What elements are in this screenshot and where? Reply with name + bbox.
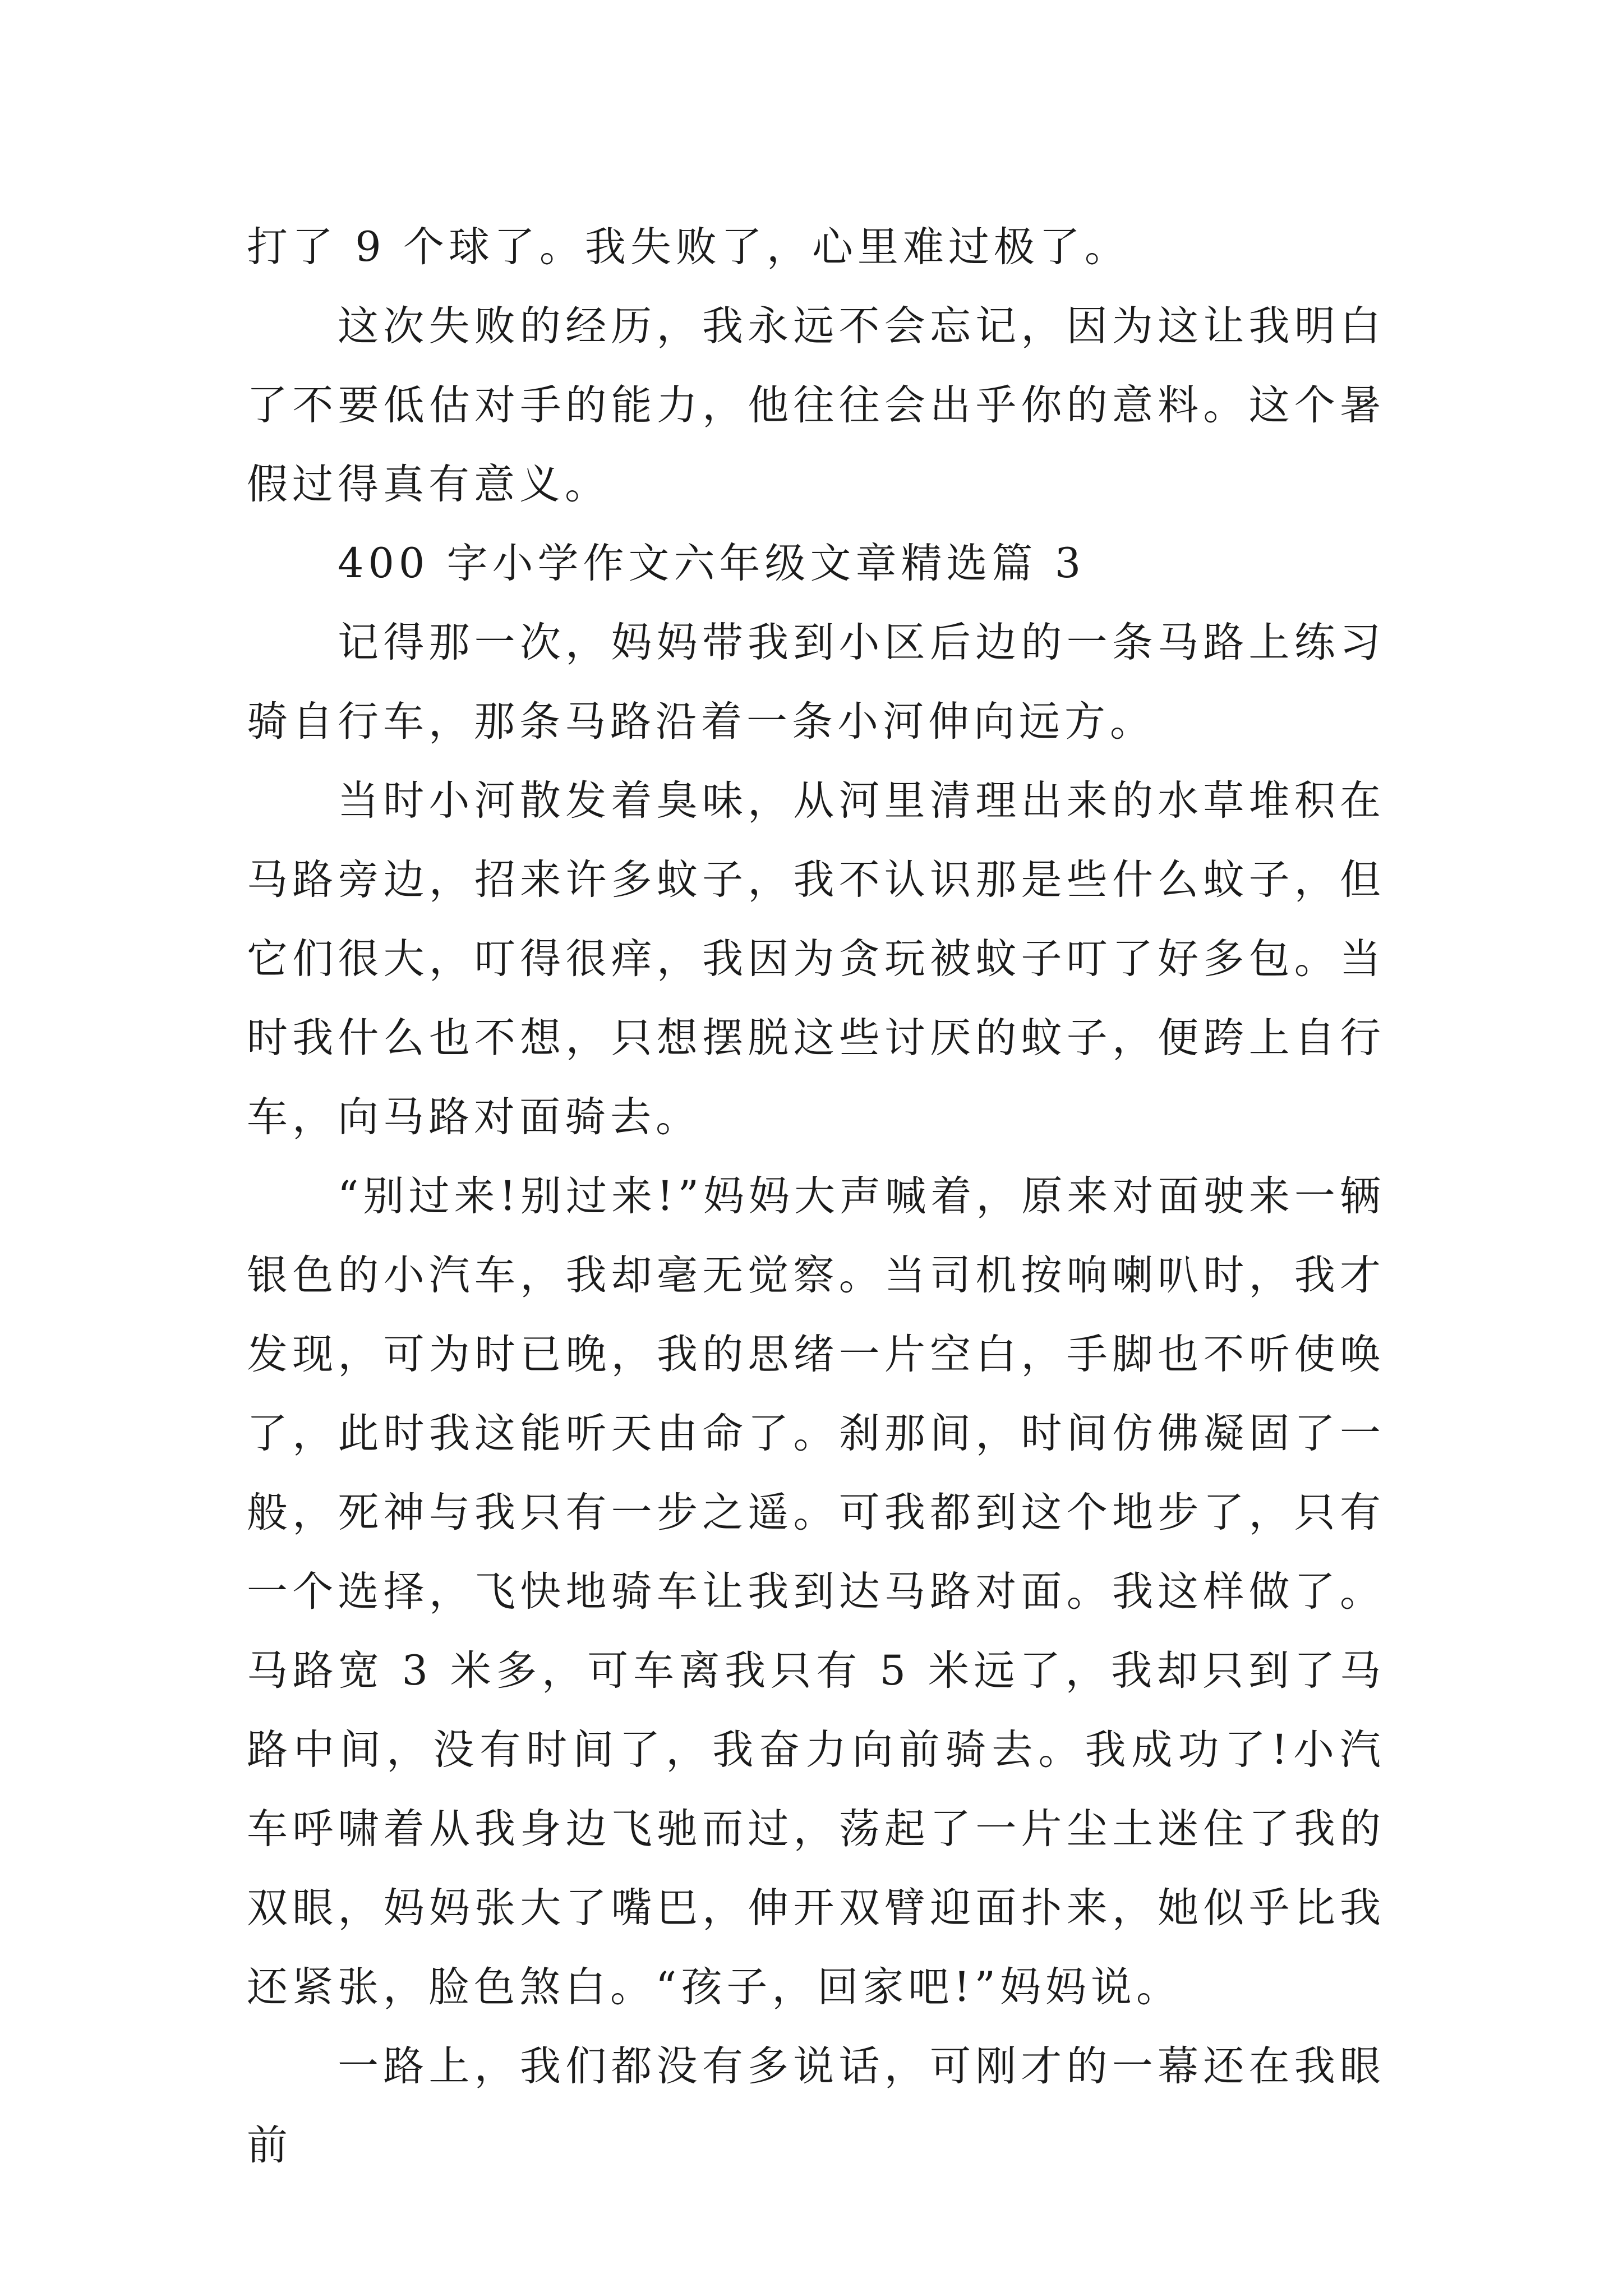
paragraph-6: 一路上，我们都没有多说话，可刚才的一幕还在我眼前 — [247, 2042, 1385, 2169]
paragraph-2: 这次失败的经历，我永远不会忘记，因为这让我明白了不要低估对手的能力，他往往会出乎你的意料。这个暑假过得真有意义。 — [247, 302, 1385, 508]
paragraph-5: “别过来!别过来!”妈妈大声喊着，原来对面驶来一辆银色的小汽车，我却毫无觉察。当司机按响喇叭时，我才发现，可为时已晚，我的思绪一片空白，手脚也不听使唤了，此时我这能听天由命了。刹那间，时间仿佛凝固了一般，死神与我只有一步之遥。可我都到这个地步了，只有一个选择，飞快地骑车让我到达马路对面。我这样做了。马路宽 3 米多，可车离我只有 5 米远了，我却只到了马路中间，没有时间了，我奋力向前骑去。我成功了!小汽车呼啸着从我身边飞驰而过，荡起了一片尘土迷住了我的双眼，妈妈张大了嘴巴，伸开双臂迎面扑来，她似乎比我还紧张，脸色煞白。“孩子，回家吧!”妈妈说。 — [247, 1172, 1385, 2011]
section-heading: 400 字小学作文六年级文章精选篇 3 — [338, 540, 1086, 587]
paragraph-3: 记得那一次，妈妈带我到小区后边的一条马路上练习骑自行车，那条马路沿着一条小河伸向远方。 — [247, 619, 1385, 746]
paragraph-4: 当时小河散发着臭味，从河里清理出来的水草堆积在马路旁边，招来许多蚊子，我不认识那是些什么蚊子，但它们很大，叮得很痒，我因为贪玩被蚊子叮了好多包。当时我什么也不想，只想摆脱这些讨厌的蚊子，便跨上自行车，向马路对面骑去。 — [247, 777, 1385, 1141]
paragraph-1: 打了 9 个球了。我失败了，心里难过极了。 — [247, 223, 1130, 271]
document-body — [247, 208, 1385, 2185]
